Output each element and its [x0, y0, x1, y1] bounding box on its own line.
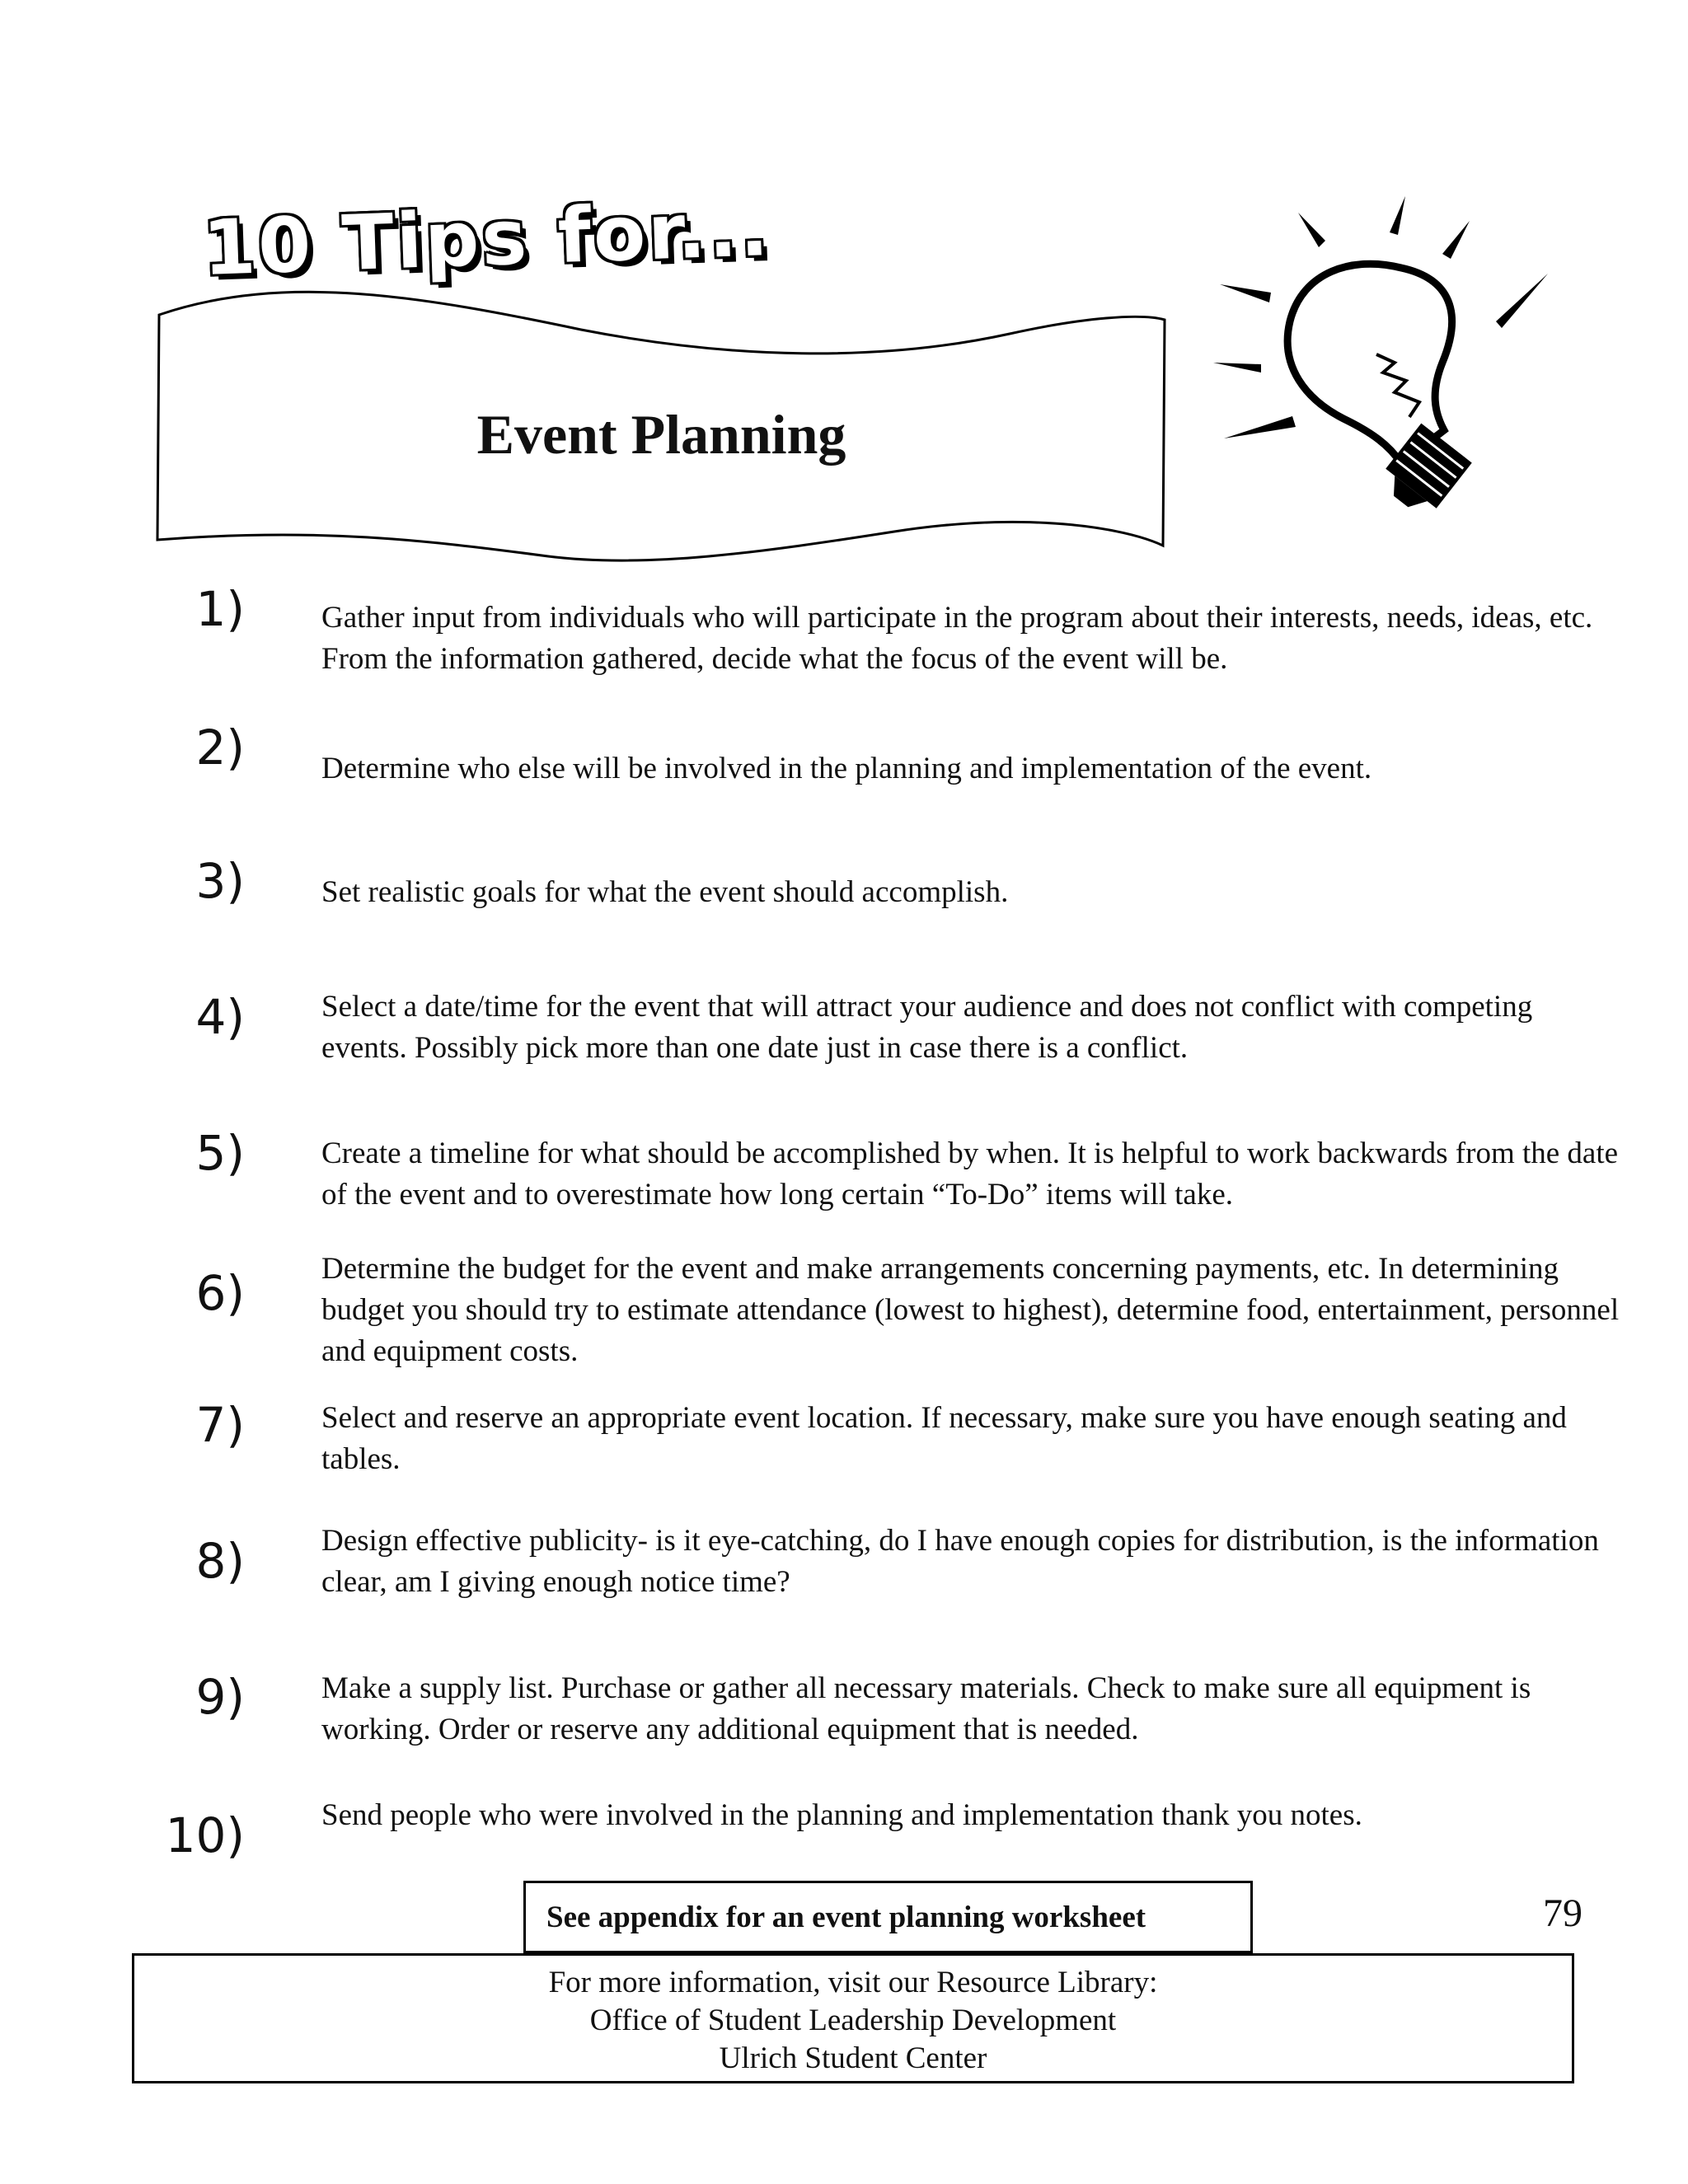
tip-number: 9): [195, 1669, 245, 1725]
footer-box: [132, 1953, 1574, 2083]
tip-number: 8): [195, 1533, 245, 1589]
tip-number: 7): [195, 1397, 245, 1453]
tip-text: Determine the budget for the event and make arrangements concerning payments, etc. In determining budget you should try to estimate attendance (lowest to highest), determine food, entertainment, personnel and equipment costs.: [321, 1252, 1620, 1368]
footer-line-3: Ulrich Student Center: [719, 2041, 987, 2075]
tip-number: 5): [195, 1125, 245, 1181]
tip-number: 10): [165, 1807, 245, 1863]
tip-text: Select and reserve an appropriate event location. If necessary, make sure you have enough seating and tables.: [321, 1401, 1567, 1476]
tip-text: Send people who were involved in the planning and implementation thank you notes.: [321, 1798, 1362, 1832]
title-banner: [152, 280, 1170, 573]
tip-number: 6): [195, 1265, 245, 1321]
tip-text: Design effective publicity- is it eye-catching, do I have enough copies for distribution, is the information clear, am I giving enough notice time?: [321, 1524, 1599, 1599]
tip-text: Set realistic goals for what the event should accomplish.: [321, 875, 1009, 909]
tip-text: Determine who else will be involved in the planning and implementation of the event.: [321, 752, 1372, 785]
tip-text: Create a timeline for what should be accomplished by when. It is helpful to work backwards from the date of the event and to overestimate how long certain “To-Do” items will take.: [321, 1137, 1619, 1212]
tip-text: Select a date/time for the event that will attract your audience and does not conflict with competing events. Possibly pick more than one date just in case there is a conflict.: [321, 990, 1533, 1065]
page-number: 79: [1543, 1891, 1582, 1935]
tip-number: 1): [195, 581, 245, 637]
tip-text: Gather input from individuals who will participate in the program about their interests, needs, ideas, etc. From the information gathered, decide what the focus of the event will be.: [321, 601, 1593, 676]
header-title: 10 Tips for...: [201, 185, 772, 293]
footer-line-2: Office of Student Leadership Development: [589, 2004, 1117, 2037]
lightbulb-icon: [1203, 190, 1574, 536]
tip-text: Make a supply list. Purchase or gather all necessary materials. Check to make sure all equipment is working. Order or reserve any additional equipment that is needed.: [321, 1671, 1531, 1746]
appendix-note-box: [523, 1881, 1253, 1953]
tip-number: 4): [195, 989, 245, 1045]
page-subtitle: Event Planning: [476, 403, 846, 466]
tip-number: 2): [195, 719, 245, 776]
footer-line-1: For more information, visit our Resource Library:: [548, 1966, 1158, 1999]
tip-number: 3): [195, 853, 245, 909]
appendix-note: See appendix for an event planning worksheet: [546, 1900, 1146, 1934]
